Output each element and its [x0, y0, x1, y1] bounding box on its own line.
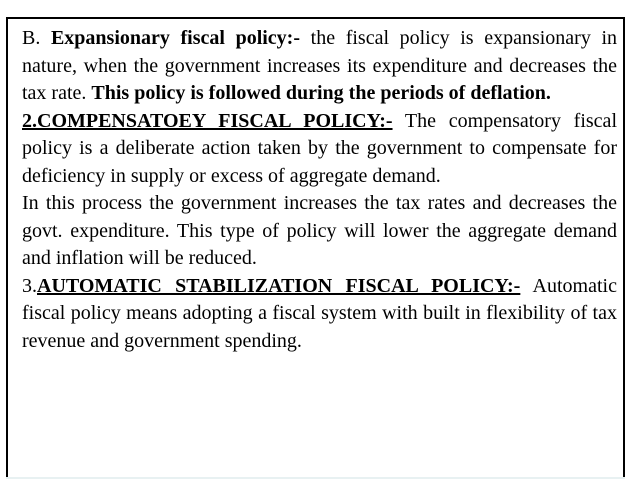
section-2-paragraph	[22, 108, 617, 191]
section-2-paragraph-2	[22, 190, 617, 273]
section-3-heading: AUTOMATIC STABILIZATION FISCAL POLICY:-	[37, 274, 521, 297]
section-2-heading: 2.COMPENSATOEY FISCAL POLICY:-	[22, 109, 393, 132]
section-b-bold-text: This policy is followed during the periods of deflation.	[91, 82, 551, 104]
section-b-label: B.	[22, 27, 41, 49]
section-2-text-2: In this process the government increases the tax rates and decreases the govt. expenditure. This type of policy will lower the aggregate demand and inflation will be reduced.	[22, 192, 617, 269]
section-b-text: the fiscal policy is expansionary in nature, when the government increases its expenditure and decreases the tax rate.	[22, 27, 618, 104]
section-2-text: The compensatory fiscal policy is a deliberate action taken by the government to compensate for deficiency in supply or excess of aggregate demand.	[22, 109, 617, 187]
section-b-paragraph	[22, 25, 617, 108]
slide-text	[22, 25, 617, 355]
slide-frame	[6, 17, 625, 477]
section-3-text: Automatic fiscal policy means adopting a fiscal system with built in flexibility of tax revenue and government spending.	[22, 274, 617, 352]
section-b-heading: Expansionary fiscal policy:-	[50, 27, 301, 49]
section-3-number: 3.	[22, 274, 37, 297]
section-3-paragraph	[22, 273, 617, 356]
